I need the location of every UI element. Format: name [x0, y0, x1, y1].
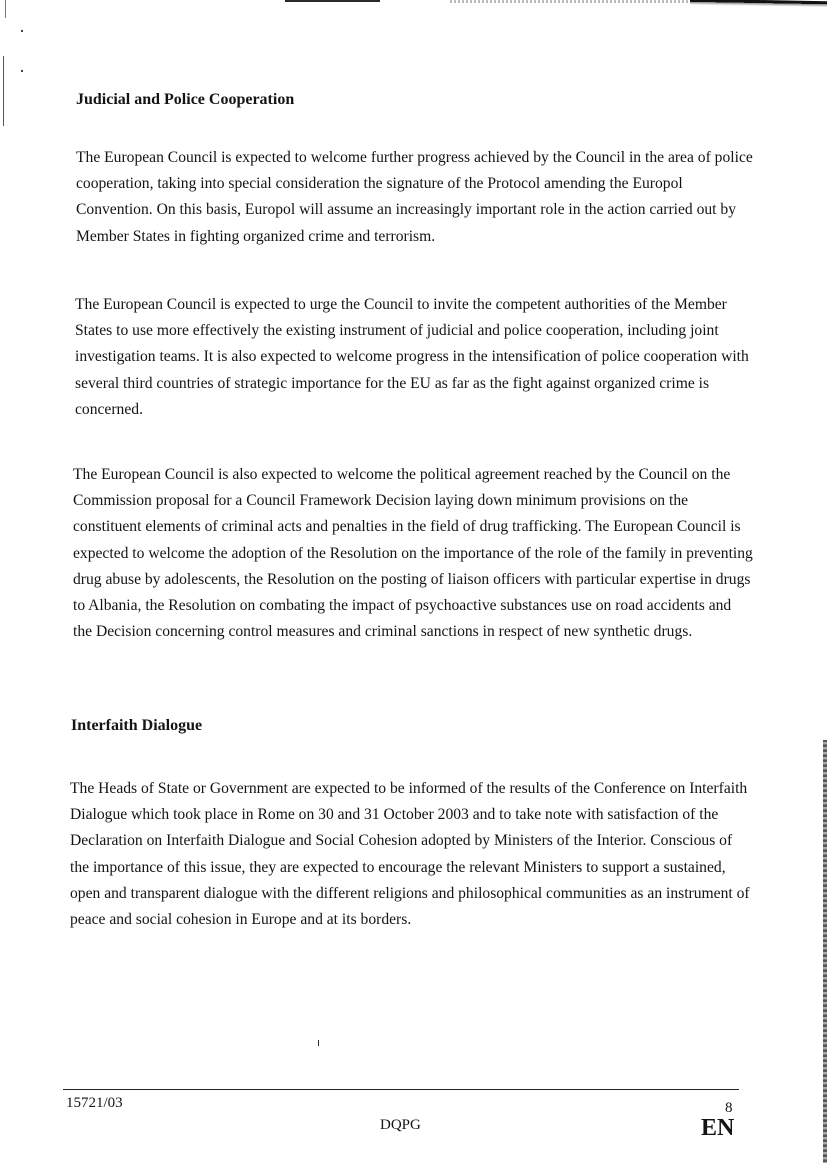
- footer-divider: [63, 1089, 739, 1090]
- scan-artifact-left-top: [5, 0, 6, 18]
- section-heading-judicial-police: Judicial and Police Cooperation: [76, 91, 295, 108]
- department-code: DQPG: [380, 1117, 421, 1133]
- scan-artifact-top-dotted: [450, 0, 710, 3]
- page-number: 8: [725, 1100, 733, 1116]
- language-code: EN: [701, 1115, 735, 1141]
- paragraph-drug-trafficking: The European Council is also expected to welcome the political agreement reached by the Council on the Commission proposal for a Council Framework Decision laying down minimum provisions on the constituent elements of criminal acts and penalties in the field of drug trafficking. The European Council is expected to welcome the adoption of the Resolution on the importance of the role of the family in preventing drug abuse by adolescents, the Resolution on the posting of liaison officers with particular expertise in drugs to Albania, the Resolution on combating the impact of psychoactive substances use on road accidents and the Decision concerning control measures and criminal sanctions in respect of new synthetic drugs.: [73, 466, 753, 641]
- section-heading-interfaith-dialogue: Interfaith Dialogue: [71, 717, 203, 734]
- paragraph-police-cooperation: The European Council is expected to welcome further progress achieved by the Council in the area of police cooperation, taking into special consideration the signature of the Protocol amending the Europol Convention. On this basis, Europol will assume an increasingly important role in the action carried out by Member States in fighting organized crime and terrorism.: [76, 149, 753, 245]
- scan-artifact-right-edge: [823, 740, 827, 1163]
- paragraph-competent-authorities: The European Council is expected to urge the Council to invite the competent authorities of the Member States to use more effectively the existing instrument of judicial and police cooperation, including joint investigation teams. It is also expected to welcome progress in the intensification of police cooperation with several third countries of strategic importance for the EU as far as the fight against organized crime is concerned.: [75, 296, 749, 418]
- scan-artifact-top-right: [690, 0, 827, 7]
- scan-speck: [21, 70, 23, 72]
- scan-artifact-top: [285, 0, 380, 2]
- paragraph-interfaith-conference: The Heads of State or Government are expected to be informed of the results of the Conference on Interfaith Dialogue which took place in Rome on 30 and 31 October 2003 and to take note with satisfaction of the Declaration on Interfaith Dialogue and Social Cohesion adopted by Ministers of the Interior. Conscious of the importance of this issue, they are expected to encourage the relevant Ministers to support a sustained, open and transparent dialogue with the different religions and philosophical communities as an instrument of peace and social cohesion in Europe and at its borders.: [70, 780, 750, 929]
- document-reference: 15721/03: [66, 1095, 123, 1111]
- scan-artifact-left: [3, 56, 4, 126]
- scan-speck: [318, 1040, 319, 1046]
- scan-speck: [21, 30, 23, 32]
